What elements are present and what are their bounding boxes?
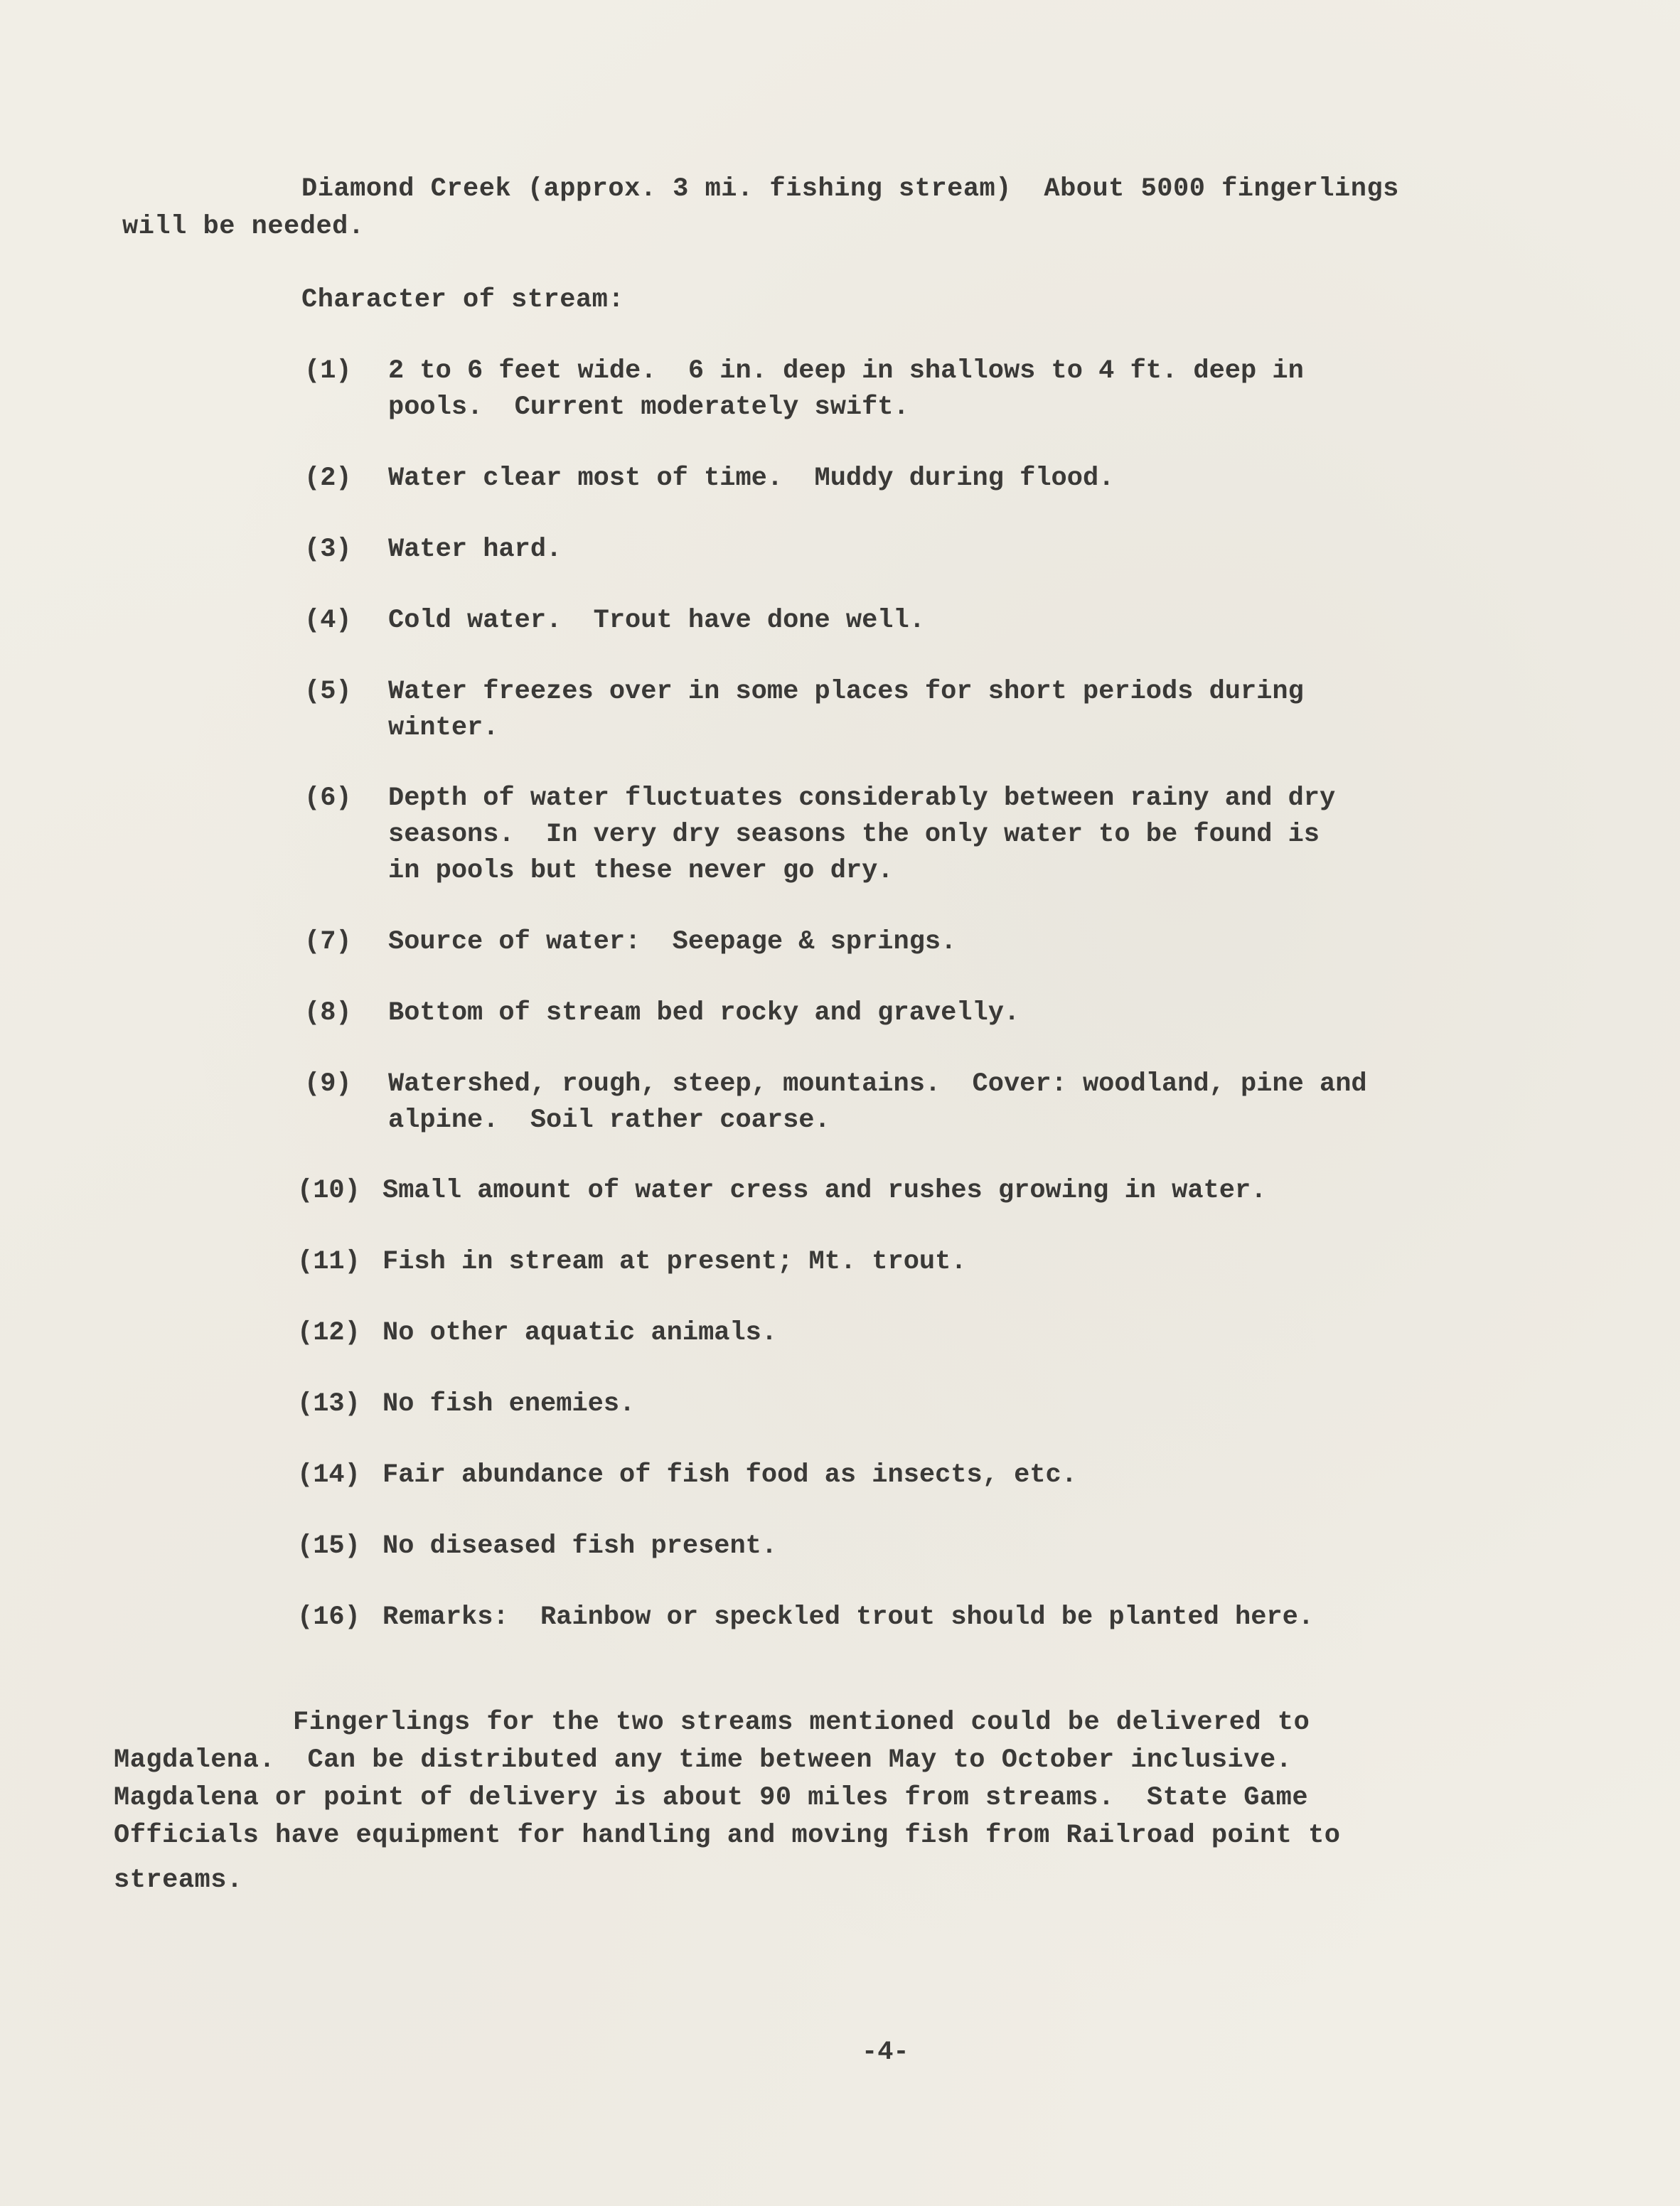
item-text: Water freezes over in some places for short periods during	[388, 677, 1304, 707]
closing-line-2: Magdalena. Can be distributed any time between May to October inclusive.	[114, 1745, 1293, 1775]
item-text: Water hard.	[388, 535, 562, 564]
item-number: (9)	[304, 1069, 352, 1099]
item-text: in pools but these never go dry.	[388, 856, 894, 886]
closing-line-3: Magdalena or point of delivery is about 90 miles from streams. State Game	[114, 1783, 1309, 1813]
item-text: No other aquatic animals.	[382, 1318, 778, 1348]
item-text: No diseased fish present.	[382, 1531, 778, 1561]
item-number: (1)	[304, 356, 352, 386]
item-number: (6)	[304, 783, 352, 813]
item-number: (7)	[304, 927, 352, 957]
item-text: Watershed, rough, steep, mountains. Cover: woodland, pine and	[388, 1069, 1367, 1099]
item-number: (15)	[297, 1531, 360, 1561]
item-number: (4)	[304, 606, 352, 636]
item-text: seasons. In very dry seasons the only water to be found is	[388, 820, 1320, 850]
intro-line-1: Diamond Creek (approx. 3 mi. fishing stream) About 5000 fingerlings	[301, 174, 1399, 204]
item-number: (8)	[304, 998, 352, 1028]
page-number: -4-	[862, 2038, 909, 2067]
item-text: Small amount of water cress and rushes growing in water.	[382, 1176, 1267, 1206]
item-number: (3)	[304, 535, 352, 564]
item-text: Remarks: Rainbow or speckled trout should be planted here.	[382, 1602, 1315, 1632]
item-number: (11)	[297, 1247, 360, 1277]
item-text: No fish enemies.	[382, 1389, 636, 1419]
closing-line-5: streams.	[114, 1865, 243, 1895]
item-number: (14)	[297, 1460, 360, 1490]
item-text: Source of water: Seepage & springs.	[388, 927, 957, 957]
item-number: (10)	[297, 1176, 360, 1206]
item-number: (16)	[297, 1602, 360, 1632]
item-number: (13)	[297, 1389, 360, 1419]
item-number: (5)	[304, 677, 352, 707]
intro-line-2: will be needed.	[122, 212, 365, 242]
item-text: alpine. Soil rather coarse.	[388, 1105, 830, 1135]
closing-line-4: Officials have equipment for handling and moving fish from Railroad point to	[114, 1821, 1341, 1851]
item-text: pools. Current moderately swift.	[388, 392, 909, 422]
item-text: Fair abundance of fish food as insects, etc.	[382, 1460, 1077, 1490]
item-number: (2)	[304, 464, 352, 493]
item-text: winter.	[388, 713, 499, 743]
item-text: Cold water. Trout have done well.	[388, 606, 925, 636]
character-heading: Character of stream:	[301, 285, 625, 315]
item-text: 2 to 6 feet wide. 6 in. deep in shallows to 4 ft. deep in	[388, 356, 1304, 386]
item-text: Fish in stream at present; Mt. trout.	[382, 1247, 967, 1277]
item-text: Water clear most of time. Muddy during flood.	[388, 464, 1115, 493]
closing-line-1: Fingerlings for the two streams mentioned could be delivered to	[293, 1708, 1310, 1738]
item-text: Depth of water fluctuates considerably between rainy and dry	[388, 783, 1336, 813]
item-number: (12)	[297, 1318, 360, 1348]
item-text: Bottom of stream bed rocky and gravelly.	[388, 998, 1020, 1028]
